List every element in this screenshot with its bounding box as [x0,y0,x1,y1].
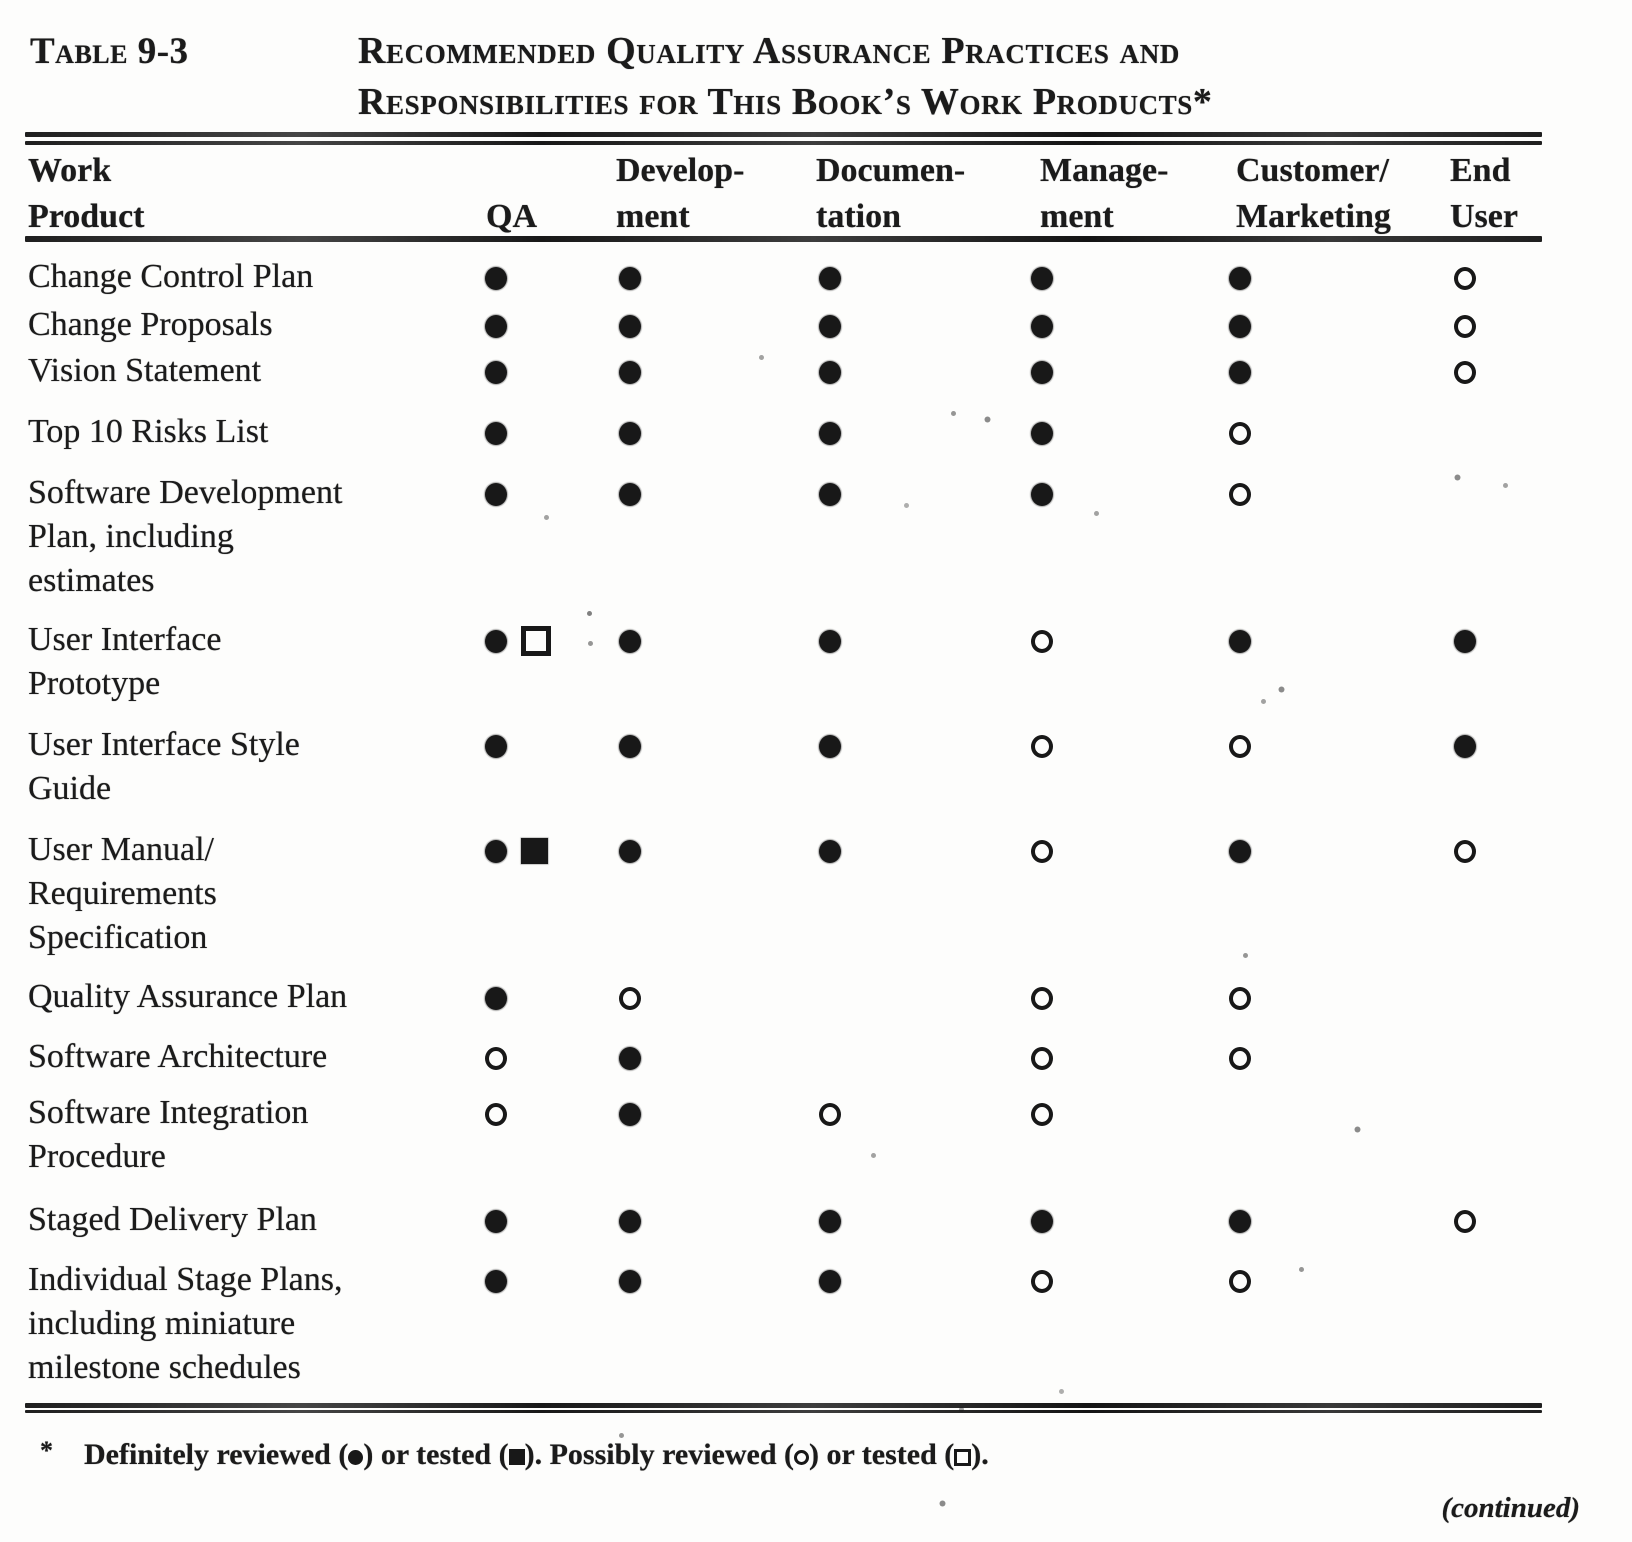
marker-cell [1031,1044,1053,1072]
table-row [0,303,1632,347]
marker-filled-circle [819,735,841,758]
marker-cell [1229,1044,1251,1072]
marker-cell [619,984,641,1012]
table-row [0,975,1632,1019]
marker-cell [1454,1207,1476,1235]
marker-cell [619,1267,641,1295]
work-product-line: Quality Assurance Plan [28,978,348,1015]
marker-filled-circle [485,267,507,290]
marker-cell [1031,984,1053,1012]
work-product-line: Software Integration [28,1094,309,1131]
marker-filled-circle [619,483,641,506]
marker-cell [485,1267,507,1295]
marker-cell [485,358,507,386]
marker-cell [1454,358,1476,386]
work-product-line: Vision Statement [28,352,262,389]
work-product-line: Guide [28,770,112,807]
table-row [0,1198,1632,1242]
marker-cell [485,419,507,447]
marker-cell [1031,1267,1053,1295]
marker-cell [485,312,507,340]
marker-open-circle [1031,735,1053,758]
marker-open-circle [1031,1103,1053,1126]
marker-cell [1031,312,1053,340]
work-product-line: User Interface [28,621,222,658]
table-row [0,349,1632,393]
table-number: Table 9-3 [30,31,189,72]
footnote-segment: ). Possibly reviewed ( [524,1438,795,1471]
marker-open-circle [1031,987,1053,1010]
marker-filled-square [521,838,548,864]
marker-cell [1229,627,1251,655]
marker-cell [619,312,641,340]
marker-filled-circle [485,483,507,506]
marker-filled-circle [1454,630,1476,653]
marker-filled-circle [485,840,507,863]
scan-noise-specks [0,0,3,3]
marker-cell [1229,358,1251,386]
work-product-line: User Interface Style [28,726,300,763]
marker-cell [619,358,641,386]
marker-filled-circle [619,840,641,863]
work-product-line: Requirements [28,875,217,912]
column-header-line: End [1450,152,1511,189]
marker-cell [1229,1207,1251,1235]
marker-open-circle [1229,987,1251,1010]
marker-open-circle [619,987,641,1010]
footnote-segment: ) or tested ( [809,1438,955,1471]
marker-cell [485,264,507,292]
marker-open-circle [1031,630,1053,653]
marker-filled-circle [485,735,507,758]
marker-filled-circle [1229,630,1251,653]
marker-cell [619,480,641,508]
marker-filled-circle [619,361,641,384]
marker-cell [1031,480,1053,508]
marker-open-circle [1229,1270,1251,1293]
work-product-line: Prototype [28,665,161,702]
marker-cell [485,1044,507,1072]
table-row [0,1091,1632,1179]
marker-filled-circle [1229,840,1251,863]
marker-cell [485,1100,507,1128]
table-row [0,471,1632,603]
marker-filled-circle [1031,483,1053,506]
marker-filled-circle [619,1210,641,1233]
column-header-line: ment [1040,198,1114,235]
marker-cell [1454,627,1476,655]
table-row [0,723,1632,811]
marker-filled-circle [819,630,841,653]
work-product-line: Specification [28,919,208,956]
work-product-line: milestone schedules [28,1349,301,1386]
table-row [0,1035,1632,1079]
marker-filled-circle [1031,422,1053,445]
marker-cell [1031,264,1053,292]
marker-filled-circle [619,267,641,290]
column-header-line: QA [486,198,537,235]
marker-cell [819,419,841,447]
marker-filled-circle [485,630,507,653]
marker-filled-circle [619,735,641,758]
marker-filled-circle [1229,361,1251,384]
marker-cell [1229,1267,1251,1295]
marker-open-circle [1454,840,1476,863]
marker-open-circle [1031,1047,1053,1070]
marker-cell [1229,312,1251,340]
marker-cell [1454,732,1476,760]
marker-open-circle [1454,267,1476,290]
marker-cell [819,264,841,292]
column-header-line: Product [28,198,145,235]
column-header-line: Develop- [616,152,745,189]
marker-cell [819,627,841,655]
table-row [0,828,1632,960]
marker-cell [819,1267,841,1295]
table-title-line1: Recommended Quality Assurance Practices and [358,30,1180,72]
marker-cell [819,732,841,760]
marker-filled-circle [485,1270,507,1293]
column-header-line: Marketing [1236,198,1391,235]
work-product-label [28,975,1632,1019]
marker-cell [819,1100,841,1128]
marker-filled-circle [1229,315,1251,338]
legend-filled-square-icon [509,1449,525,1465]
marker-cell [485,732,507,760]
marker-cell [1229,837,1251,865]
marker-cell [819,358,841,386]
work-product-line: User Manual/ [28,831,215,868]
marker-cell [819,837,841,865]
marker-open-circle [485,1047,507,1070]
column-header-line: ment [616,198,690,235]
column-header-line: Work [28,152,112,189]
marker-open-circle [1229,735,1251,758]
marker-filled-circle [485,987,507,1010]
table-row [0,1258,1632,1390]
marker-filled-circle [1454,735,1476,758]
marker-filled-circle [1229,1210,1251,1233]
marker-filled-circle [485,1210,507,1233]
table-row [0,410,1632,454]
marker-filled-circle [619,422,641,445]
footnote-segment: ). [971,1438,989,1471]
marker-cell [485,837,548,865]
marker-cell [619,1100,641,1128]
marker-open-circle [1454,1210,1476,1233]
marker-cell [1229,984,1251,1012]
marker-cell [619,1044,641,1072]
legend-open-circle-icon [794,1450,809,1465]
marker-open-circle [1454,315,1476,338]
marker-open-circle [1229,483,1251,506]
marker-filled-circle [819,840,841,863]
column-header-line: tation [816,198,901,235]
marker-open-circle [1454,361,1476,384]
footnote-segment: ) or tested ( [363,1438,509,1471]
marker-cell [1454,837,1476,865]
marker-filled-circle [619,1270,641,1293]
marker-filled-circle [819,1270,841,1293]
marker-filled-circle [619,1103,641,1126]
column-header-line: Customer/ [1236,152,1389,189]
marker-filled-circle [819,361,841,384]
work-product-line: estimates [28,562,155,599]
marker-cell [1031,1207,1053,1235]
marker-open-circle [485,1103,507,1126]
marker-cell [619,1207,641,1235]
work-product-line: Individual Stage Plans, [28,1261,343,1298]
bottom-rule-lower [25,1410,1542,1413]
marker-filled-circle [819,315,841,338]
marker-filled-circle [1031,361,1053,384]
table-row [0,618,1632,706]
footnote-segment: Definitely reviewed ( [84,1438,349,1471]
marker-cell [1031,837,1053,865]
bottom-rule-upper [25,1403,1542,1408]
marker-open-circle [1031,840,1053,863]
legend-open-square-icon [954,1449,971,1466]
marker-cell [619,419,641,447]
marker-cell [619,837,641,865]
marker-filled-circle [619,315,641,338]
marker-cell [1031,627,1053,655]
marker-open-circle [1031,1270,1053,1293]
marker-cell [1454,264,1476,292]
work-product-line: Top 10 Risks List [28,413,269,450]
marker-filled-circle [619,1047,641,1070]
marker-filled-circle [819,267,841,290]
work-product-line: including miniature [28,1305,296,1342]
footnote-text [84,1438,989,1472]
column-header-line: Manage- [1040,152,1169,189]
marker-cell [1031,1100,1053,1128]
work-product-line: Software Development [28,474,343,511]
table-row [0,255,1632,299]
work-product-label [28,1035,1632,1079]
marker-cell [1031,732,1053,760]
marker-cell [819,480,841,508]
column-header-line: Documen- [816,152,966,189]
footnote-asterisk: * [40,1436,53,1465]
work-product-line: Change Proposals [28,306,273,343]
marker-cell [1229,732,1251,760]
marker-cell [485,627,551,655]
column-header-line: User [1450,198,1518,235]
marker-open-square [521,626,551,656]
marker-filled-circle [1031,1210,1053,1233]
marker-open-circle [1229,422,1251,445]
marker-cell [485,984,507,1012]
marker-open-circle [1229,1047,1251,1070]
marker-filled-circle [485,361,507,384]
marker-cell [619,627,641,655]
legend-filled-circle-icon [348,1450,363,1465]
marker-filled-circle [819,483,841,506]
marker-cell [1229,264,1251,292]
marker-filled-circle [1229,267,1251,290]
marker-cell [619,732,641,760]
marker-cell [619,264,641,292]
marker-filled-circle [485,422,507,445]
marker-cell [1454,312,1476,340]
work-product-line: Change Control Plan [28,258,314,295]
marker-open-circle [819,1103,841,1126]
marker-cell [1031,358,1053,386]
continued-label: (continued) [1441,1492,1580,1524]
marker-cell [1031,419,1053,447]
marker-filled-circle [819,1210,841,1233]
marker-cell [1229,419,1251,447]
marker-cell [1229,480,1251,508]
marker-filled-circle [1031,315,1053,338]
marker-filled-circle [1031,267,1053,290]
marker-cell [819,312,841,340]
work-product-line: Staged Delivery Plan [28,1201,317,1238]
table-title-line2: Responsibilities for This Book’s Work Products* [358,81,1213,123]
marker-filled-circle [619,630,641,653]
marker-filled-circle [819,422,841,445]
marker-cell [819,1207,841,1235]
work-product-line: Software Architecture [28,1038,328,1075]
work-product-line: Plan, including [28,518,234,555]
marker-cell [485,1207,507,1235]
marker-filled-circle [485,315,507,338]
work-product-line: Procedure [28,1138,166,1175]
marker-cell [485,480,507,508]
